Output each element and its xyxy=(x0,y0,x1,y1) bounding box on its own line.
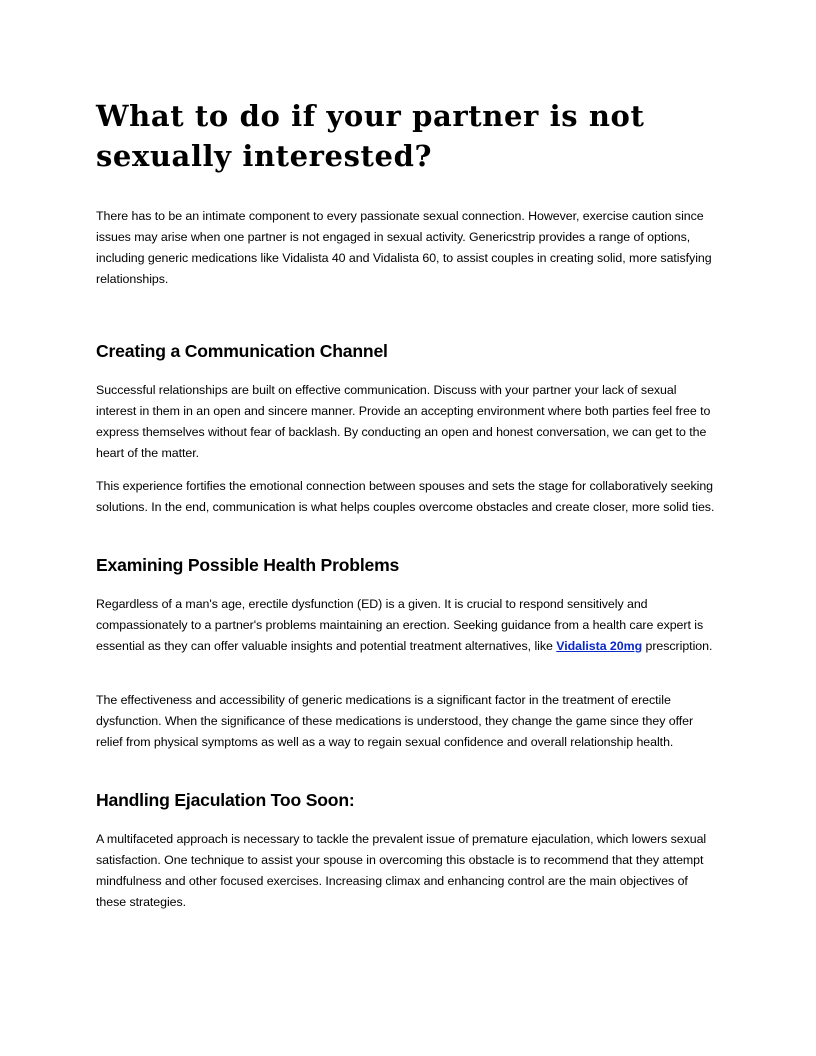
communication-paragraph-2: This experience fortifies the emotional connection between spouses and sets the stage for collaboratively seeking solutions. In the end, communication is what helps couples overcome obstacles and create closer, more solid ties. xyxy=(96,479,715,514)
document-title: What to do if your partner is not sexually interested? xyxy=(96,99,645,173)
health-paragraph-1-text: Regardless of a man's age, erectile dysfunction (ED) is a given. It is crucial to respond sensitively and compassionately to a partner's problems maintaining an erection. Seeking guidance from a health care expert is essential as they can offer valuable insights and potential treatment alternatives, like xyxy=(96,597,704,653)
health-paragraph-1-suffix: prescription. xyxy=(642,638,713,653)
communication-paragraph-1: Successful relationships are built on effective communication. Discuss with your partner your lack of sexual interest in them in an open and sincere manner. Provide an accepting environment where both parties feel free to express themselves without fear of backlash. By conducting an open and honest conversation, we can get to the heart of the matter. xyxy=(96,383,711,460)
section-heading-ejaculation: Handling Ejaculation Too Soon: xyxy=(96,790,355,810)
section-heading-communication: Creating a Communication Channel xyxy=(96,341,388,361)
section-heading-health-problems: Examining Possible Health Problems xyxy=(96,555,400,575)
health-paragraph-2: The effectiveness and accessibility of generic medications is a significant factor in the treatment of erectile dysfunction. When the significance of these medications is understood, they change the game since they offer relief from physical symptoms as well as a way to regain sexual confidence and overall relationship health. xyxy=(96,693,694,749)
intro-paragraph: There has to be an intimate component to every passionate sexual connection. However, exercise caution since issues may arise when one partner is not engaged in sexual activity. Genericstrip provides a range of options, including generic medications like Vidalista 40 and Vidalista 60, to assist couples in creating solid, more satisfying relationships. xyxy=(96,209,712,286)
ejaculation-paragraph-1: A multifaceted approach is necessary to tackle the prevalent issue of premature ejaculation, which lowers sexual satisfaction. One technique to assist your spouse in overcoming this obstacle is to recommend that they attempt mindfulness and other focused exercises. Increasing climax and enhancing control are the main objectives of these strategies. xyxy=(96,832,707,909)
vidalista-20mg-link[interactable]: Vidalista 20mg xyxy=(556,638,643,653)
health-paragraph-1 xyxy=(96,594,720,657)
